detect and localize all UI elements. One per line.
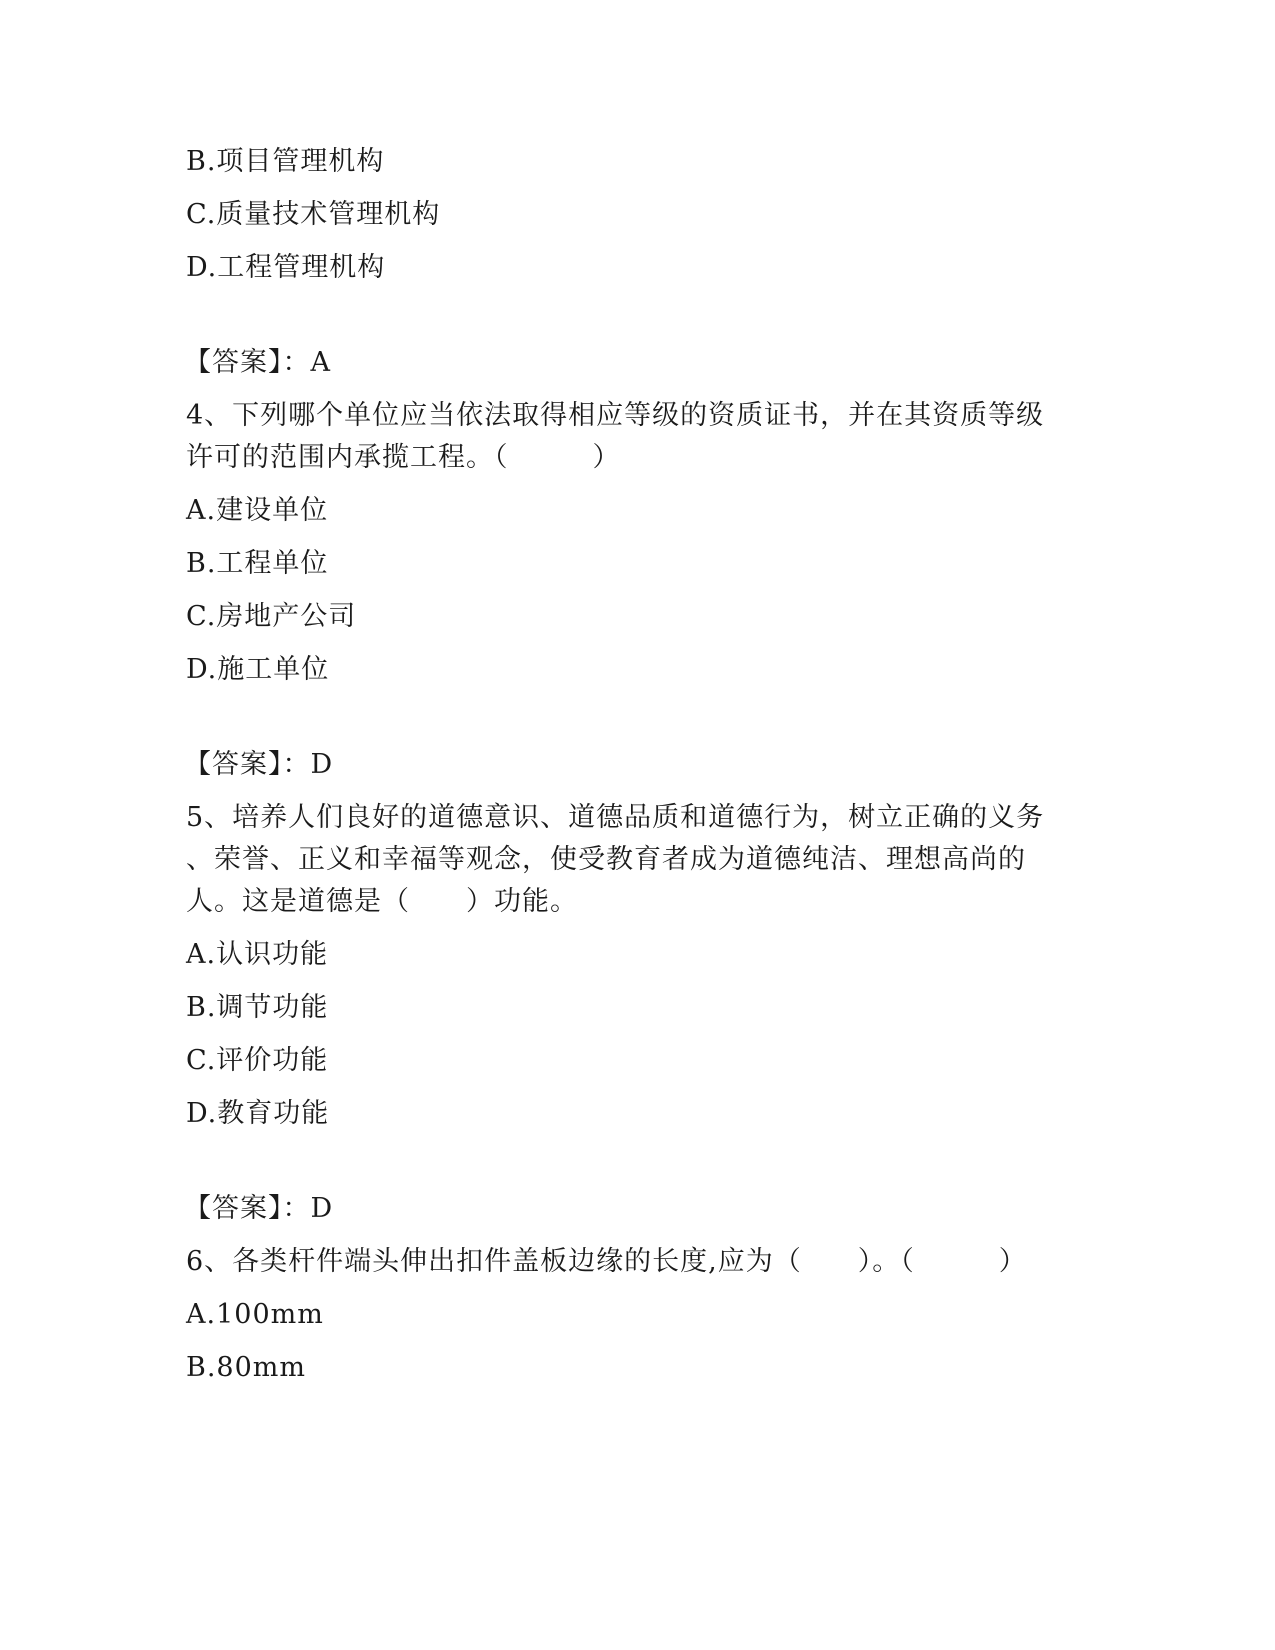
option-b: B.工程单位 <box>186 548 329 579</box>
option-a: A.100mm <box>186 1299 324 1330</box>
option-d: D.工程管理机构 <box>186 252 386 283</box>
option-b: B.80mm <box>186 1352 306 1383</box>
answer-label: 【答案】：A <box>184 347 331 378</box>
option-c: C.房地产公司 <box>186 601 357 632</box>
question-5-stem-cont: 、荣誉、正义和幸福等观念，使受教育者成为道德纯洁、理想高尚的 <box>186 844 1026 875</box>
question-4-stem-cont: 许可的范围内承揽工程。（ ） <box>186 442 621 473</box>
option-b: B.调节功能 <box>186 992 329 1023</box>
option-a: A.认识功能 <box>186 939 329 970</box>
option-c: C.评价功能 <box>186 1045 329 1076</box>
question-5-stem: 5、培养人们良好的道德意识、道德品质和道德行为，树立正确的义务 <box>186 802 1045 833</box>
option-a: A.建设单位 <box>186 495 329 526</box>
option-d: D.施工单位 <box>186 654 330 685</box>
question-4-stem: 4、下列哪个单位应当依法取得相应等级的资质证书，并在其资质等级 <box>186 400 1045 431</box>
option-b: B.项目管理机构 <box>186 146 385 177</box>
question-6-stem: 6、各类杆件端头伸出扣件盖板边缘的长度,应为（ ）。（ ） <box>186 1246 1027 1277</box>
question-5-stem-cont: 人。这是道德是（ ）功能。 <box>186 886 578 917</box>
option-c: C.质量技术管理机构 <box>186 199 441 230</box>
answer-label: 【答案】：D <box>184 749 334 780</box>
option-d: D.教育功能 <box>186 1098 330 1129</box>
answer-label: 【答案】：D <box>184 1193 334 1224</box>
